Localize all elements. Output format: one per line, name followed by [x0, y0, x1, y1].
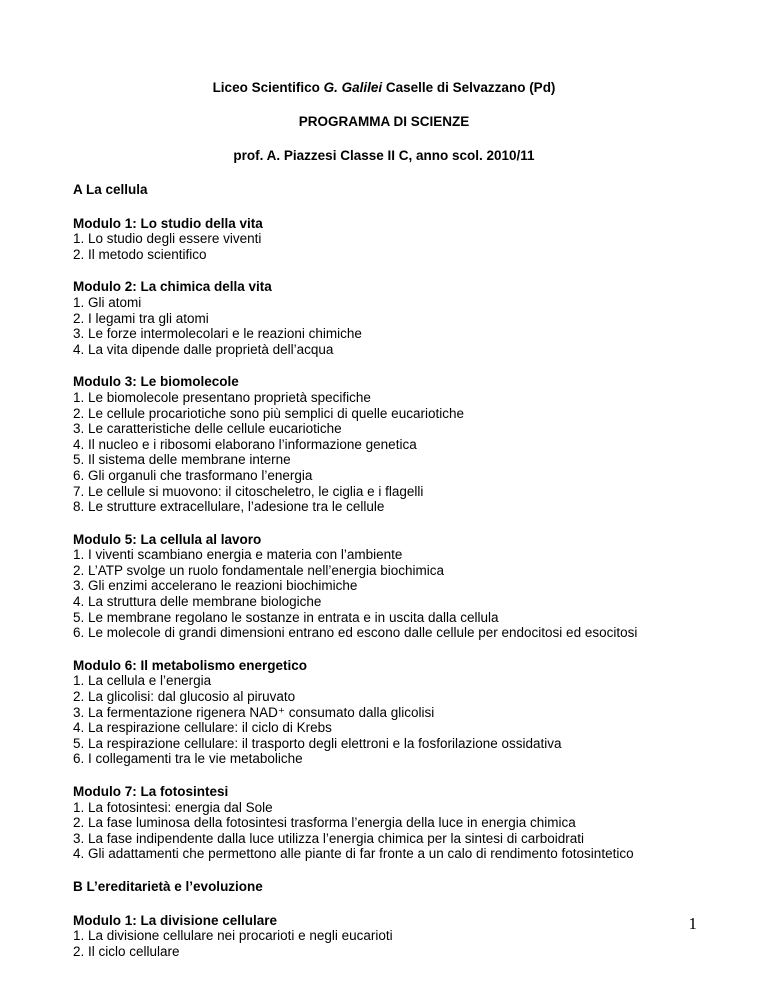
school-name: G. Galilei	[323, 80, 383, 95]
list-item: 4. La respirazione cellulare: il ciclo di Krebs	[73, 720, 332, 736]
list-item: 2. Il metodo scientifico	[73, 246, 207, 262]
list-item: 1. La divisione cellulare nei procarioti e negli eucarioti	[73, 928, 393, 944]
list-item: 1. Lo studio degli essere viventi	[73, 231, 262, 247]
list-item: 7. Le cellule si muovono: il citoscheletro, le ciglia e i flagelli	[73, 483, 424, 499]
list-item: 1. La cellula e l’energia	[73, 673, 212, 689]
list-item: 2. Il ciclo cellulare	[73, 943, 180, 959]
module	[73, 658, 733, 767]
school-suffix: Caselle di Selvazzano (Pd)	[382, 80, 556, 95]
list-item: 4. Il nucleo e i ribosomi elaborano l’informazione genetica	[73, 436, 417, 452]
list-item: 2. Le cellule procariotiche sono più semplici di quelle eucariotiche	[73, 405, 464, 421]
list-item: 6. I collegamenti tra le vie metaboliche	[73, 751, 303, 767]
list-item: 2. L’ATP svolge un ruolo fondamentale nell’energia biochimica	[73, 562, 444, 578]
module-title: Modulo 2: La chimica della vita	[73, 279, 272, 295]
module-title: Modulo 1: La divisione cellulare	[73, 912, 278, 928]
list-item: 6. Gli organuli che trasformano l’energia	[73, 467, 313, 483]
module-title: Modulo 1: Lo studio della vita	[73, 215, 263, 231]
program-content	[73, 182, 733, 976]
page-number: 1	[688, 914, 697, 933]
school-prefix: Liceo Scientifico	[212, 80, 324, 95]
list-item: 1. I viventi scambiano energia e materia con l’ambiente	[73, 547, 403, 563]
module	[73, 532, 733, 641]
list-item: 4. La struttura delle membrane biologiche	[73, 594, 322, 610]
module	[73, 913, 733, 960]
school-header	[0, 80, 768, 96]
module-title: Modulo 7: La fotosintesi	[73, 784, 229, 799]
list-item: 4. Gli adattamenti che permettono alle piante di far fronte a un calo di rendimento fotosintetico	[73, 846, 634, 862]
list-item: 1. La fotosintesi: energia dal Sole	[73, 799, 273, 815]
module-title: Modulo 6: Il metabolismo energetico	[73, 657, 308, 673]
module-title: Modulo 3: Le biomolecole	[73, 374, 239, 390]
module	[73, 216, 733, 263]
list-item: 3. Gli enzimi accelerano le reazioni biochimiche	[73, 578, 358, 594]
module	[73, 279, 733, 357]
list-item: 4. La vita dipende dalle proprietà dell’acqua	[73, 341, 334, 357]
list-item: 6. Le molecole di grandi dimensioni entrano ed escono dalle cellule per endocitosi ed esocitosi	[73, 625, 638, 641]
list-item: 3. Le caratteristiche delle cellule eucariotiche	[73, 421, 342, 437]
module	[73, 374, 733, 514]
list-item: 3. La fermentazione rigenera NAD⁺ consumato dalla glicolisi	[73, 704, 435, 720]
list-item: 1. Le biomolecole presentano proprietà specifiche	[73, 389, 371, 405]
list-item: 5. La respirazione cellulare: il trasporto degli elettroni e la fosforilazione ossidativa	[73, 735, 562, 751]
section-title: A La cellula	[73, 182, 148, 197]
module-title: Modulo 5: La cellula al lavoro	[73, 531, 262, 547]
section-title: B L’ereditarietà e l’evoluzione	[73, 878, 263, 894]
list-item: 3. Le forze intermolecolari e le reazioni chimiche	[73, 326, 362, 342]
teacher-line: prof. A. Piazzesi Classe II C, anno scol. 2010/11	[233, 148, 535, 163]
module	[73, 784, 733, 862]
list-item: 8. Le strutture extracellulare, l’adesione tra le cellule	[73, 499, 385, 515]
list-item: 2. La glicolisi: dal glucosio al piruvato	[73, 689, 296, 705]
list-item: 5. Il sistema delle membrane interne	[73, 452, 291, 468]
list-item: 3. La fase indipendente dalla luce utilizza l’energia chimica per la sintesi di carboidrati	[73, 830, 585, 846]
list-item: 1. Gli atomi	[73, 294, 142, 310]
document-title: PROGRAMMA DI SCIENZE	[298, 114, 470, 129]
list-item: 2. I legami tra gli atomi	[73, 310, 209, 326]
list-item: 5. Le membrane regolano le sostanze in entrata e in uscita dalla cellula	[73, 609, 499, 625]
list-item: 2. La fase luminosa della fotosintesi trasforma l’energia della luce in energia chimica	[73, 815, 576, 831]
